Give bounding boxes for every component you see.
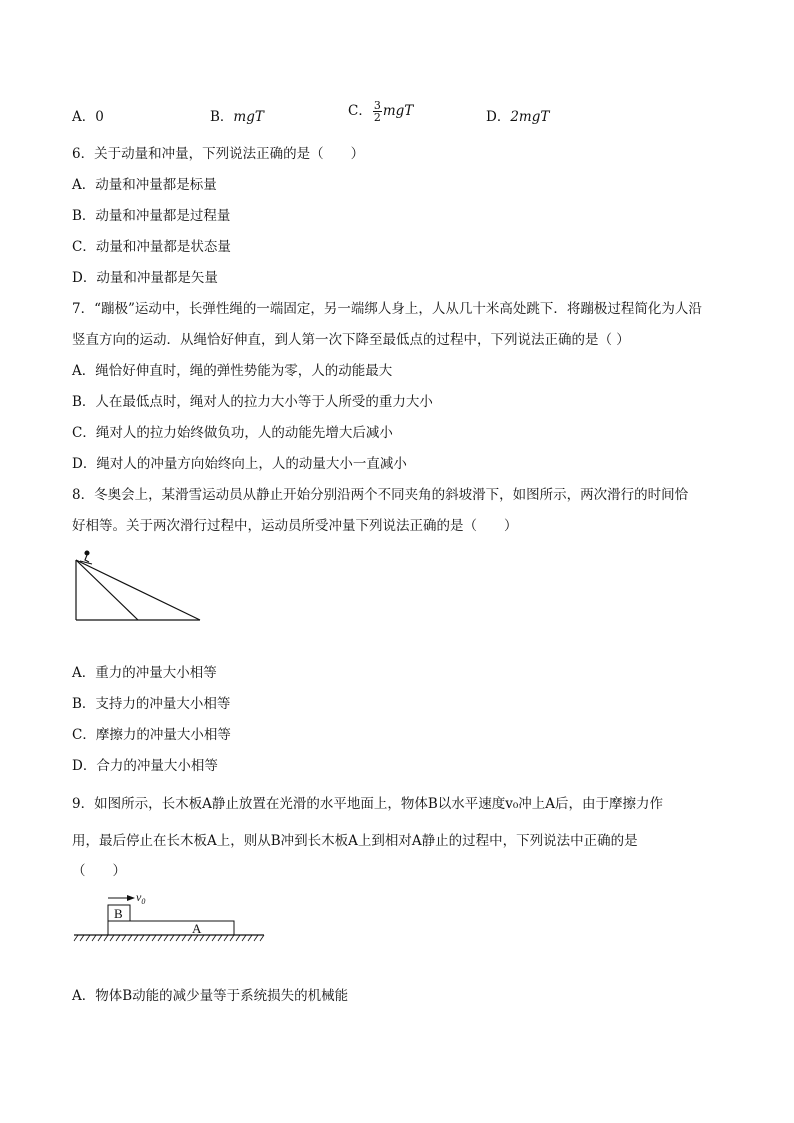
fraction: $\frac{3}{2}$ [373,99,381,124]
q7-stem-line1: 7．“蹦极”运动中，长弹性绳的一端固定，另一端绑人身上，人从几十米高处跳下．将蹦极过程简化为人沿 [72,301,702,317]
q8-option-d: D．合力的冲量大小相等 [72,758,218,774]
q8-option-c: C．摩擦力的冲量大小相等 [72,727,231,743]
board-a [108,921,234,935]
q5-option-a: A．0 [72,109,104,125]
q8-slope-figure [70,548,205,626]
q8-stem-line1: 8．冬奥会上，某滑雪运动员从静止开始分别沿两个不同夹角的斜坡滑下，如图所示，两次滑行的时间恰 [72,487,689,503]
q9-stem-line2: 用，最后停止在长木板A上，则从B冲到长木板A上到相对A静止的过程中，下列说法中正确的是 [72,833,638,849]
q7-option-b: B．人在最低点时，绳对人的拉力大小等于人所受的重力大小 [72,394,433,410]
skier-icon [80,551,92,564]
ground-hatching [74,935,264,941]
steep-slope [76,560,138,620]
q6-option-a: A．动量和冲量都是标量 [72,177,217,193]
q5-option-b: B．mgT [210,109,264,125]
q7-option-c: C．绳对人的拉力始终做负功，人的动能先增大后减小 [72,425,393,441]
q9-option-a: A．物体B动能的减少量等于系统损失的机械能 [72,988,349,1004]
q7-option-d: D．绳对人的冲量方向始终向上，人的动量大小一直减小 [72,456,407,472]
q6-option-d: D．动量和冲量都是矢量 [72,270,218,286]
gentle-slope [76,560,200,620]
q9-board-figure [72,886,268,948]
q9-stem-line3: （ ） [72,863,126,879]
q8-stem-line2: 好相等。关于两次滑行过程中，运动员所受冲量下列说法正确的是（ ） [72,518,518,534]
q5-option-c: C． $\frac{3}{2}$ mgT [348,99,414,124]
block-b-label: B [114,906,123,921]
q8-option-a: A．重力的冲量大小相等 [72,665,217,681]
q9-stem-line1: 9．如图所示，长木板A静止放置在光滑的水平地面上，物体B以水平速度v₀冲上A后，由于摩擦力作 [72,796,664,812]
board-a-label: A [192,921,202,936]
q6-stem: 6．关于动量和冲量，下列说法正确的是（ ） [72,146,365,162]
q5-option-d: D．2mgT [486,109,550,125]
q7-option-a: A．绳恰好伸直时，绳的弹性势能为零，人的动能最大 [72,363,393,379]
q6-option-b: B．动量和冲量都是过程量 [72,208,231,224]
q7-stem-line2: 竖直方向的运动．从绳恰好伸直，到人第一次下降至最低点的过程中，下列说法正确的是（ ） [72,332,630,348]
velocity-label: $v_0$ [136,890,146,906]
q6-option-c: C．动量和冲量都是状态量 [72,239,231,255]
q8-option-b: B．支持力的冲量大小相等 [72,696,231,712]
